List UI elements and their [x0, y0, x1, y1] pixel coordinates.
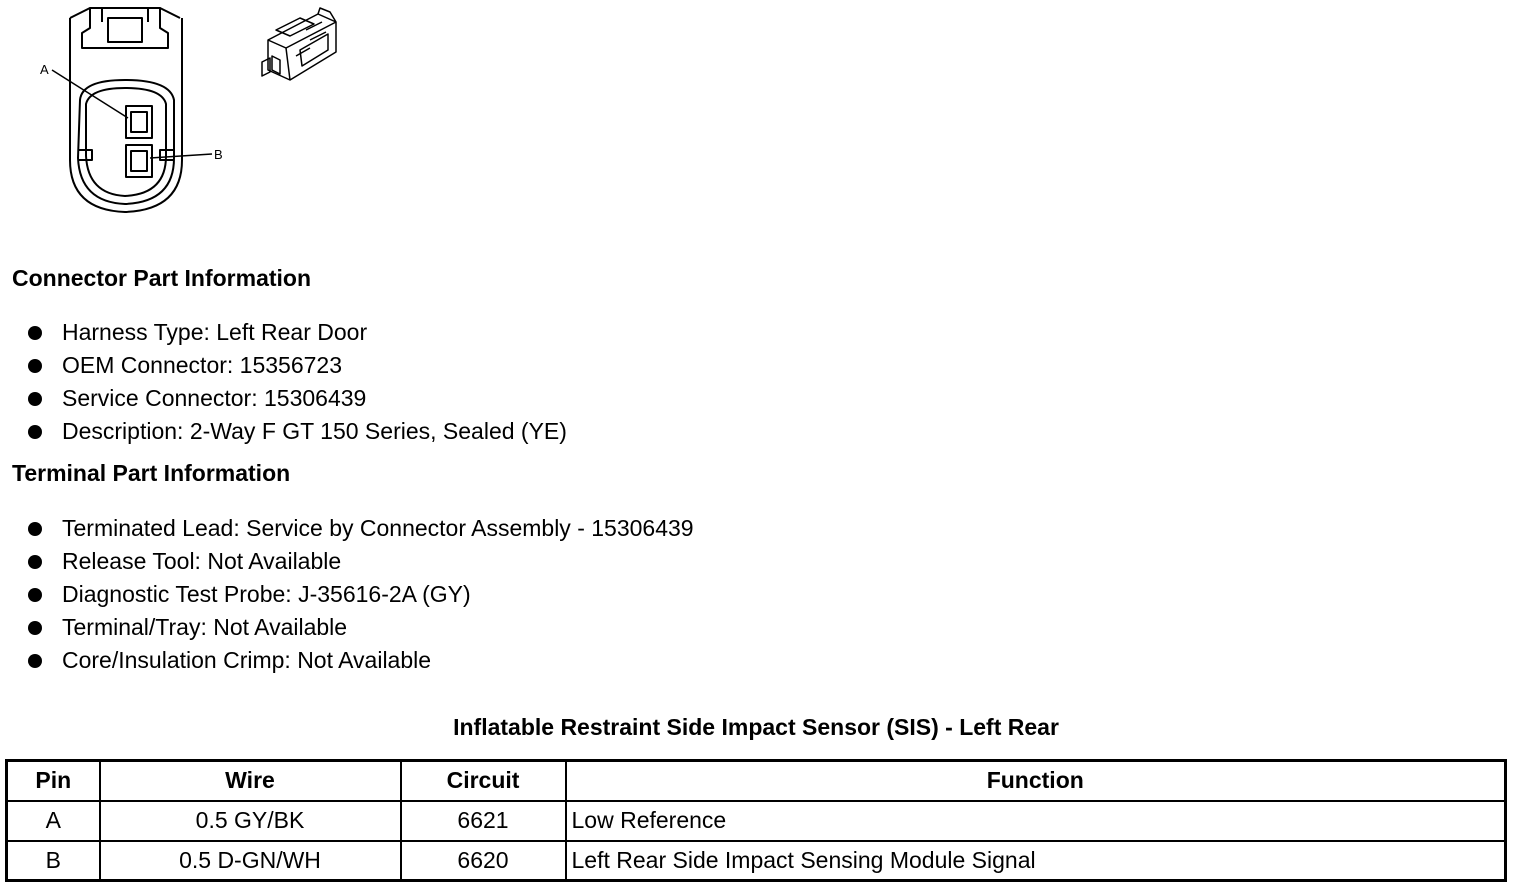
- release-tool: Release Tool: Not Available: [62, 548, 342, 574]
- bullet-icon: [28, 621, 42, 635]
- bullet-icon: [28, 359, 42, 373]
- pin-a-label: A: [40, 62, 49, 77]
- list-item: [28, 512, 694, 545]
- connector-info-list: [28, 316, 567, 448]
- terminal-info-list: [28, 512, 694, 677]
- description: Description: 2-Way F GT 150 Series, Sealed (YE): [62, 418, 567, 444]
- bullet-icon: [28, 392, 42, 406]
- list-item: [28, 316, 567, 349]
- list-item: [28, 415, 567, 448]
- diagnostic-test-probe: Diagnostic Test Probe: J-35616-2A (GY): [62, 581, 471, 607]
- bullet-icon: [28, 555, 42, 569]
- pin-table-title: Inflatable Restraint Side Impact Sensor (SIS) - Left Rear: [453, 714, 1059, 740]
- cell-function: Left Rear Side Impact Sensing Module Signal: [566, 841, 1506, 881]
- cell-pin: B: [7, 841, 100, 881]
- list-item: [28, 545, 694, 578]
- header-function: Function: [566, 761, 1506, 801]
- bullet-icon: [28, 588, 42, 602]
- connector-info-title: Connector Part Information: [12, 265, 312, 291]
- list-item: [28, 578, 694, 611]
- bullet-icon: [28, 654, 42, 668]
- list-item: [28, 644, 694, 677]
- cell-wire: 0.5 D-GN/WH: [100, 841, 401, 881]
- cell-wire: 0.5 GY/BK: [100, 801, 401, 841]
- terminal-tray: Terminal/Tray: Not Available: [62, 614, 348, 640]
- bullet-icon: [28, 522, 42, 536]
- oem-connector: OEM Connector: 15356723: [62, 352, 343, 378]
- cell-function: Low Reference: [566, 801, 1506, 841]
- cell-pin: A: [7, 801, 100, 841]
- connector-thumbnail: [262, 8, 336, 80]
- table-header-row: [7, 761, 1506, 801]
- list-item: [28, 611, 694, 644]
- header-pin: Pin: [7, 761, 100, 801]
- bullet-icon: [28, 425, 42, 439]
- list-item: [28, 349, 567, 382]
- connector-illustration: [0, 0, 360, 225]
- header-wire: Wire: [100, 761, 401, 801]
- service-connector: Service Connector: 15306439: [62, 385, 367, 411]
- harness-type: Harness Type: Left Rear Door: [62, 319, 368, 345]
- pin-b-label: B: [214, 147, 223, 162]
- bullet-icon: [28, 326, 42, 340]
- cell-circuit: 6620: [401, 841, 566, 881]
- header-circuit: Circuit: [401, 761, 566, 801]
- cell-circuit: 6621: [401, 801, 566, 841]
- pin-table: [5, 759, 1507, 882]
- terminated-lead: Terminated Lead: Service by Connector Assembly - 15306439: [62, 515, 694, 541]
- terminal-info-title: Terminal Part Information: [12, 460, 291, 486]
- table-row: [7, 801, 1506, 841]
- list-item: [28, 382, 567, 415]
- table-row: [7, 841, 1506, 881]
- core-insulation-crimp: Core/Insulation Crimp: Not Available: [62, 647, 432, 673]
